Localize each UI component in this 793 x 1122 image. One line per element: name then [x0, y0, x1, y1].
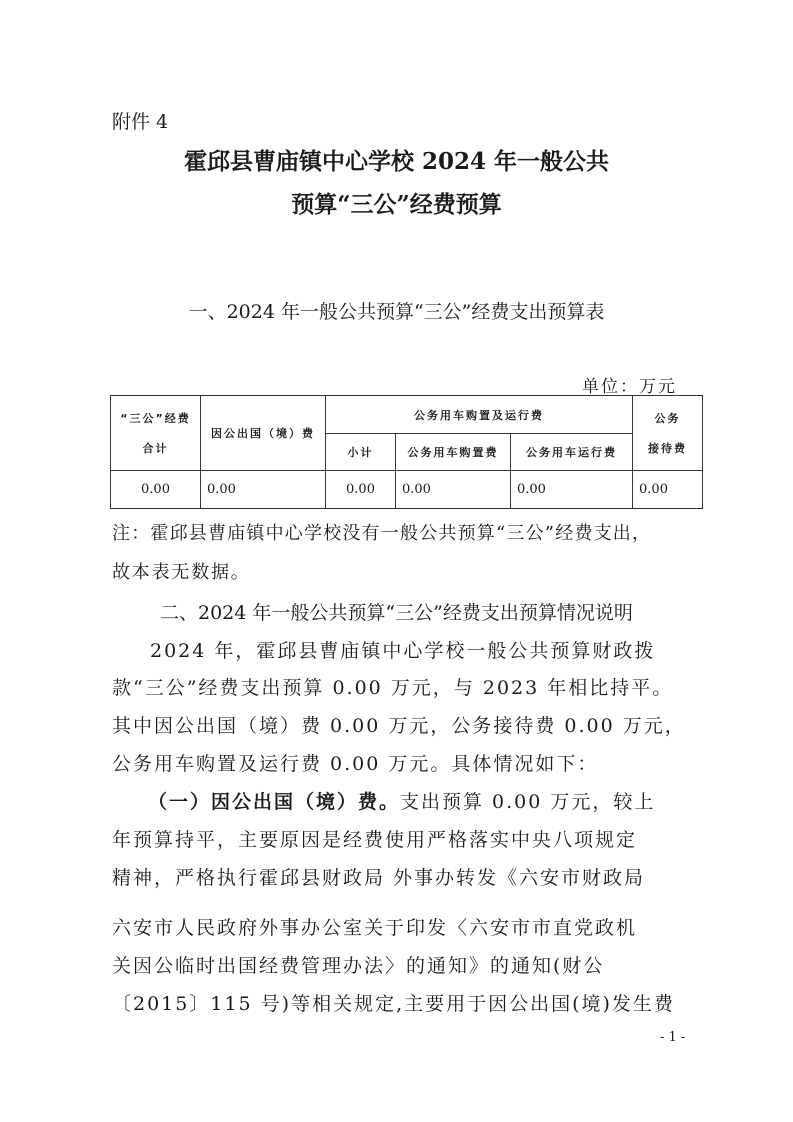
header-vehicle-operation: 公务用车运行费 [511, 434, 633, 471]
header-vehicle-purchase: 公务用车购置费 [396, 434, 511, 471]
section-1-title: 一、2024 年一般公共预算“三公”经费支出预算表 [188, 301, 605, 323]
budget-table [110, 395, 703, 509]
paragraph-line: 款“三公”经费支出预算 0.00 万元，与 2023 年相比持平。 [112, 677, 674, 699]
cell-reception: 0.00 [633, 471, 703, 509]
header-total-line-2: 合计 [142, 442, 169, 455]
cell-abroad: 0.00 [201, 471, 326, 509]
cell-total: 0.00 [111, 471, 201, 509]
sub-section-1-heading: （一）因公出国（境）费。 [148, 791, 401, 813]
paragraph-line: 2024 年，霍邱县曹庙镇中心学校一般公共预算财政拨 [150, 640, 656, 662]
paragraph-line: 精神，严格执行霍邱县财政局 外事办转发《六安市财政局 [112, 867, 646, 889]
attachment-label: 附件 4 [112, 111, 169, 133]
cell-vehicle-operation: 0.00 [511, 471, 633, 509]
paragraph-line: 关因公临时出国经费管理办法〉的通知》的通知(财公 [112, 955, 605, 977]
table-row [111, 471, 703, 509]
note-line-1: 注：霍邱县曹庙镇中心学校没有一般公共预算“三公”经费支出， [112, 523, 652, 544]
paragraph-line: 公务用车购置及运行费 0.00 万元。具体情况如下： [112, 753, 599, 775]
paragraph-line: 六安市人民政府外事办公室关于印发〈六安市市直党政机 [112, 917, 638, 939]
cell-vehicle-purchase: 0.00 [396, 471, 511, 509]
header-reception-line-1: 公务 [654, 412, 681, 425]
sub-section-1-first-line [148, 787, 655, 814]
page-number: - 1 - [660, 1030, 686, 1045]
cell-subtotal: 0.00 [326, 471, 396, 509]
sub-section-1-first-text: 支出预算 0.00 万元，较上 [400, 791, 656, 813]
document-title-line-1: 霍邱县曹庙镇中心学校 2024 年一般公共 [183, 148, 610, 175]
header-reception [633, 396, 703, 471]
note-line-2: 故本表无数据。 [112, 562, 251, 583]
header-total-line-1: “三公”经费 [120, 412, 191, 425]
section-2-title: 二、2024 年一般公共预算“三公”经费支出预算情况说明 [160, 602, 633, 624]
header-total [111, 396, 201, 471]
document-title-line-2: 预算“三公”经费预算 [291, 191, 502, 218]
paragraph-line: 年预算持平，主要原因是经费使用严格落实中央八项规定 [112, 829, 638, 851]
header-subtotal: 小计 [326, 434, 396, 471]
unit-label: 单位：万元 [582, 377, 677, 397]
header-reception-line-2: 接待费 [648, 442, 688, 455]
header-abroad: 因公出国（境）费 [201, 396, 326, 471]
header-vehicle-group: 公务用车购置及运行费 [326, 396, 633, 434]
paragraph-line: 〔2015〕115 号)等相关规定,主要用于因公出国(境)发生费 [112, 993, 675, 1015]
paragraph-line: 其中因公出国（境）费 0.00 万元，公务接待费 0.00 万元， [112, 715, 686, 737]
